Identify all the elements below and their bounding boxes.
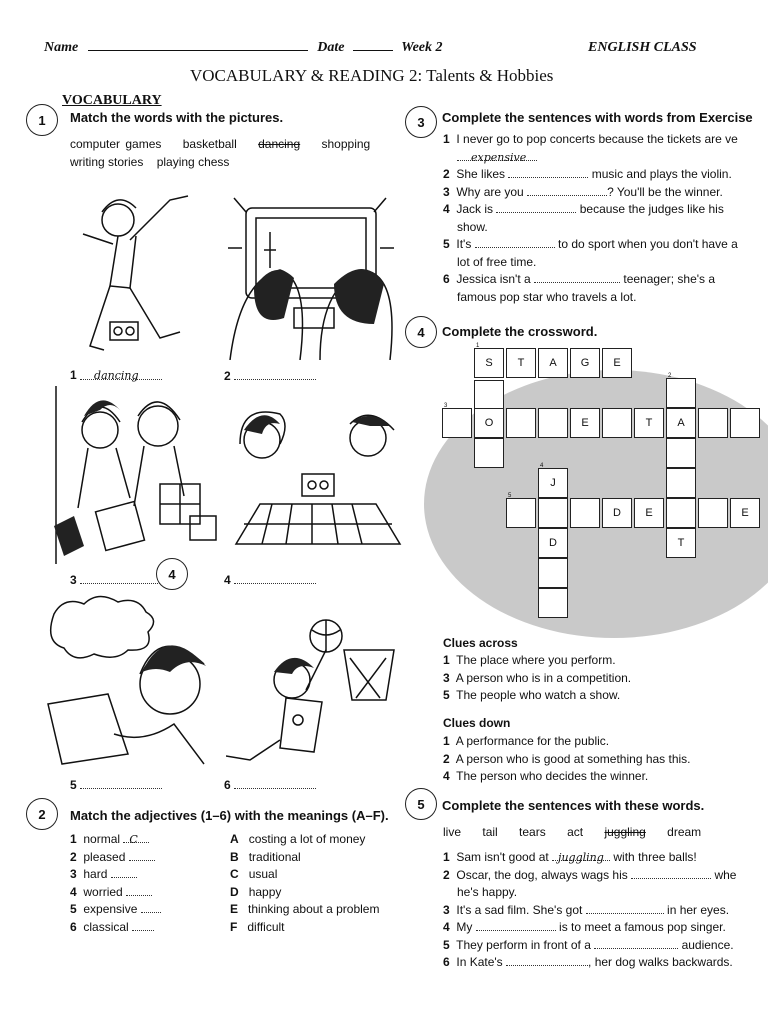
picture-1-answer[interactable]: dancing xyxy=(80,368,162,380)
meaning-row: B traditional xyxy=(230,849,301,864)
picture-5-writing-stories xyxy=(44,594,216,770)
clues-across-title: Clues across xyxy=(443,636,518,650)
crossword-cell[interactable]: T xyxy=(666,528,696,558)
crossword-cell[interactable] xyxy=(698,498,728,528)
word-bank-1b xyxy=(70,155,229,169)
picture-6-answer[interactable] xyxy=(234,777,316,789)
crossword-cell[interactable] xyxy=(602,408,632,438)
adjective-list xyxy=(70,831,220,936)
name-label: Name xyxy=(44,40,79,55)
picture-3-answer[interactable] xyxy=(80,572,162,584)
picture-4-playing-chess xyxy=(232,404,404,572)
crossword-cell[interactable]: D xyxy=(538,528,568,558)
word-dancing: dancing xyxy=(258,137,301,151)
class-label: ENGLISH CLASS xyxy=(588,40,697,55)
exercise-5-sentences: 1 Sam isn't good at juggling with three balls! 2 Oscar, the dog, always wags his whe he's happy. 3 It's a sad film. She's got in her eyes. 4 My is to meet a famous pop singer. 5 They perform in front of a audience. 6 In Kate's , her dog walks backwards. xyxy=(443,850,737,969)
crossword-cell[interactable] xyxy=(474,380,504,410)
crossword-cell[interactable] xyxy=(698,408,728,438)
meaning-row: F difficult xyxy=(230,919,285,934)
meaning-row: C usual xyxy=(230,867,278,881)
word-bank-5: live tail tears act juggling dream xyxy=(443,825,702,839)
crossword-cell[interactable]: D xyxy=(602,498,632,528)
crossword-cell[interactable] xyxy=(666,468,696,498)
picture-5-label: 5 xyxy=(70,777,162,792)
exercise-2-instruction: Match the adjectives (1–6) with the meanings (A–F). xyxy=(70,808,389,823)
exercise-3-instruction: Complete the sentences with words from Exercise xyxy=(442,110,753,125)
crossword-cell[interactable] xyxy=(730,408,760,438)
exercise-2-number: 2 xyxy=(26,798,58,830)
picture-1-label: 1 dancing xyxy=(70,368,162,382)
exercise-1-number: 1 xyxy=(26,104,58,136)
crossword-cell[interactable] xyxy=(666,438,696,468)
exercise-3-number: 3 xyxy=(405,106,437,138)
adjective-row: 1 normal C xyxy=(70,831,220,849)
crossword-cell[interactable]: O xyxy=(474,408,504,438)
clues-down: 1 A performance for the public. 2 A person who is good at something has this. 4 The person who decides the winner. xyxy=(443,734,691,783)
word-bank-1 xyxy=(70,137,370,151)
date-label: Date xyxy=(317,40,345,55)
header-line xyxy=(44,40,443,56)
crossword-cell[interactable]: E xyxy=(602,348,632,378)
crossword-cell[interactable]: T xyxy=(506,348,536,378)
page-title: VOCABULARY & READING 2: Talents & Hobbies xyxy=(190,66,554,85)
overlay-number-4: 4 xyxy=(156,558,188,590)
crossword-cell[interactable] xyxy=(538,588,568,618)
picture-4-answer[interactable] xyxy=(234,572,316,584)
picture-5-answer[interactable] xyxy=(80,777,162,789)
adjective-row: 4 worried xyxy=(70,884,220,902)
adjective-row: 6 classical xyxy=(70,919,220,937)
clues-down-title: Clues down xyxy=(443,716,511,730)
crossword-cell[interactable]: G xyxy=(570,348,600,378)
crossword-cell[interactable] xyxy=(538,498,568,528)
picture-2-answer[interactable] xyxy=(234,368,316,380)
word-basketball: basketball xyxy=(182,137,237,151)
meaning-row: D happy xyxy=(230,884,282,899)
exercise-1-instruction: Match the words with the pictures. xyxy=(70,110,284,125)
week-label: Week 2 xyxy=(401,40,443,55)
picture-4-label: 4 xyxy=(224,572,316,587)
name-blank[interactable] xyxy=(88,50,308,51)
picture-3-label: 3 xyxy=(70,572,162,587)
crossword-cell[interactable] xyxy=(570,498,600,528)
crossword-cell[interactable]: A xyxy=(666,408,696,438)
word-playing-chess: playing chess xyxy=(156,155,230,169)
crossword-cell[interactable]: T xyxy=(634,408,664,438)
crossword-cell[interactable] xyxy=(666,498,696,528)
exercise-5-number: 5 xyxy=(405,788,437,820)
crossword-cell[interactable]: A xyxy=(538,348,568,378)
crossword-cell[interactable] xyxy=(474,438,504,468)
picture-2-computer-games xyxy=(224,188,396,360)
section-vocabulary: VOCABULARY xyxy=(62,93,162,108)
exercise-5-instruction: Complete the sentences with these words. xyxy=(442,798,705,813)
crossword-cell[interactable]: 2 xyxy=(666,378,696,408)
word-writing-stories: writing stories xyxy=(70,155,144,169)
picture-6-label: 6 xyxy=(224,777,316,792)
picture-1-dancing xyxy=(58,182,208,362)
crossword-cell[interactable]: 1 S xyxy=(474,348,504,378)
meaning-row: A costing a lot of money xyxy=(230,832,366,846)
word-computer-games: computer games xyxy=(70,137,162,151)
exercise-4-instruction: Complete the crossword. xyxy=(442,324,598,339)
adjective-row: 3 hard xyxy=(70,866,220,884)
crossword-cell[interactable]: 5 xyxy=(506,498,536,528)
crossword-cell[interactable] xyxy=(506,408,536,438)
crossword-cell[interactable] xyxy=(538,408,568,438)
meaning-row: E thinking about a problem xyxy=(230,902,380,916)
crossword-cell[interactable]: 4 J xyxy=(538,468,568,498)
meaning-list xyxy=(230,831,400,936)
exercise-4-number: 4 xyxy=(405,316,437,348)
adjective-row: 2 pleased xyxy=(70,849,220,867)
clues-across: 1 The place where you perform. 3 A person who is in a competition. 5 The people who watch a show. xyxy=(443,653,632,702)
picture-6-basketball xyxy=(226,610,398,770)
word-shopping: shopping xyxy=(321,137,371,151)
date-blank[interactable] xyxy=(353,50,393,51)
adjective-row: 5 expensive xyxy=(70,901,220,919)
picture-2-label: 2 xyxy=(224,368,316,383)
crossword-cell[interactable]: E xyxy=(570,408,600,438)
exercise-3-sentences: 1 I never go to pop concerts because the tickets are ve expensive 2 She likes music and plays the violin. 3 Why are you ? You'll be the winner. 4 Jack is because the judges like his show. 5 It's to do sport when you don't have a lot of free time. 6 Jessica isn't a teenager; she's a famous pop star who travels a lot. xyxy=(443,132,738,304)
crossword-cell[interactable]: E xyxy=(634,498,664,528)
crossword-cell[interactable]: E xyxy=(730,498,760,528)
picture-3-shopping xyxy=(40,386,220,564)
crossword-cell[interactable]: 3 xyxy=(442,408,472,438)
crossword-cell[interactable] xyxy=(538,558,568,588)
